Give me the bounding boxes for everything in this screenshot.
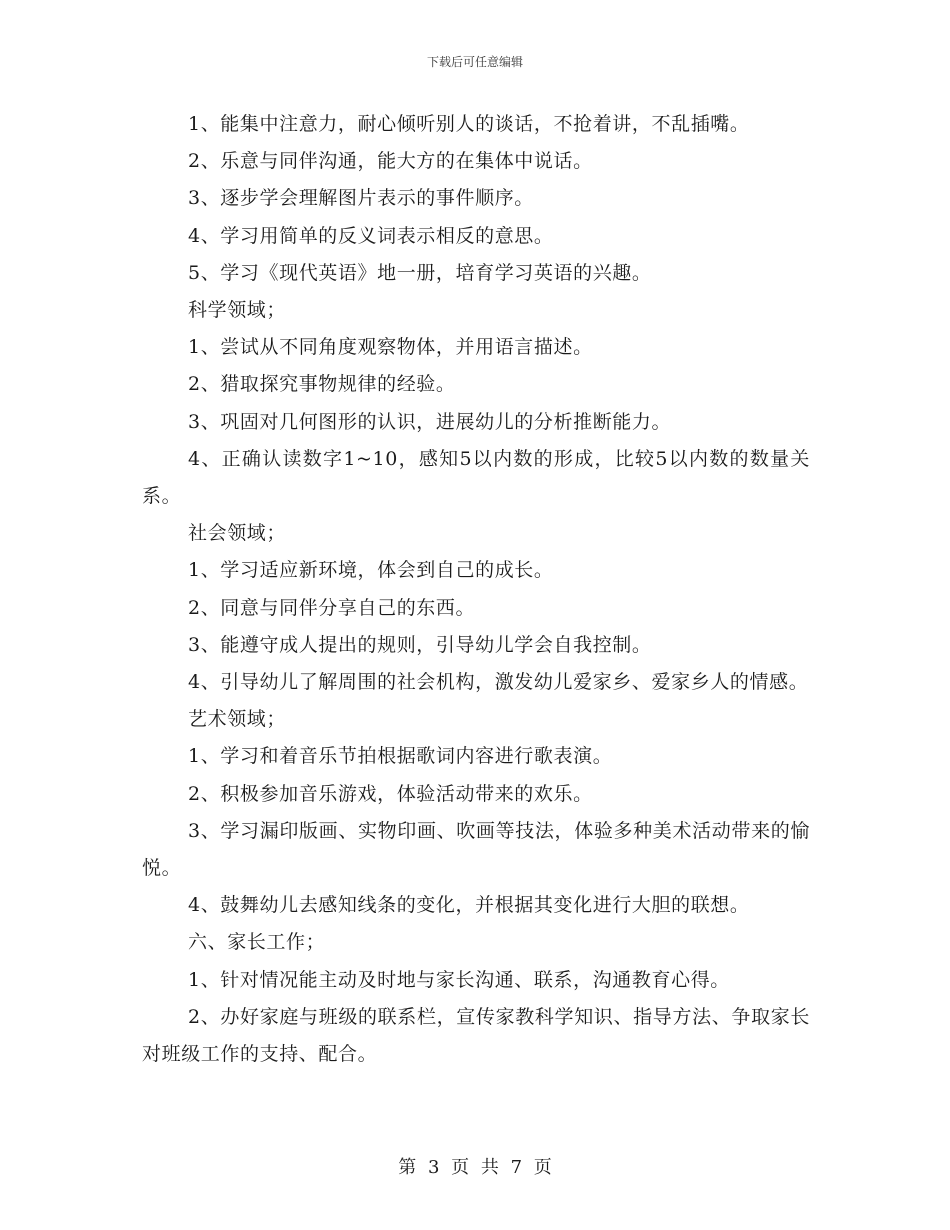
paragraph: 2、猎取探究事物规律的经验。 <box>188 373 456 396</box>
paragraph: 5、学习《现代英语》地一册，培育学习英语的兴趣。 <box>188 261 652 284</box>
paragraph: 2、办好家庭与班级的联系栏，宣传家教科学知识、指导方法、争取家长对班级工作的支持、配合。 <box>142 1005 810 1066</box>
page-header: 下载后可任意编辑 <box>426 55 523 69</box>
paragraph: 3、能遵守成人提出的规则，引导幼儿学会自我控制。 <box>188 633 652 656</box>
paragraph: 1、能集中注意力，耐心倾听别人的谈话，不抢着讲，不乱插嘴。 <box>188 113 750 135</box>
section-heading: 社会领域； <box>188 522 287 545</box>
section-heading: 科学领域； <box>188 299 287 322</box>
page-number: 第 3 页 共 7 页 <box>398 1157 552 1178</box>
paragraph: 3、学习漏印版画、实物印画、吹画等技法，体验多种美术活动带来的愉悦。 <box>142 819 810 880</box>
section-heading: 艺术领域； <box>188 708 287 731</box>
paragraph: 1、学习和着音乐节拍根据歌词内容进行歌表演。 <box>188 745 613 768</box>
paragraph: 1、针对情况能主动及时地与家长沟通、联系，沟通教育心得。 <box>188 968 730 991</box>
paragraph: 4、学习用简单的反义词表示相反的意思。 <box>188 224 554 247</box>
paragraph: 1、尝试从不同角度观察物体，并用语言描述。 <box>188 336 593 359</box>
paragraph: 4、正确认读数字1~10，感知5以内数的形成，比较5以内数的数量关系。 <box>142 447 810 508</box>
paragraph: 2、积极参加音乐游戏，体验活动带来的欢乐。 <box>188 782 593 805</box>
paragraph: 2、同意与同伴分享自己的东西。 <box>188 596 476 619</box>
paragraph: 2、乐意与同伴沟通，能大方的在集体中说话。 <box>188 150 593 173</box>
paragraph: 4、鼓舞幼儿去感知线条的变化，并根据其变化进行大胆的联想。 <box>188 894 750 917</box>
paragraph: 3、巩固对几何图形的认识，进展幼儿的分析推断能力。 <box>188 410 672 433</box>
document-body <box>142 106 810 1073</box>
paragraph: 3、逐步学会理解图片表示的事件顺序。 <box>188 187 534 210</box>
paragraph: 1、学习适应新环境，体会到自己的成长。 <box>188 559 554 582</box>
paragraph: 4、引导幼儿了解周围的社会机构，激发幼儿爱家乡、爱家乡人的情感。 <box>188 671 809 694</box>
section-heading: 六、家长工作； <box>188 931 326 954</box>
